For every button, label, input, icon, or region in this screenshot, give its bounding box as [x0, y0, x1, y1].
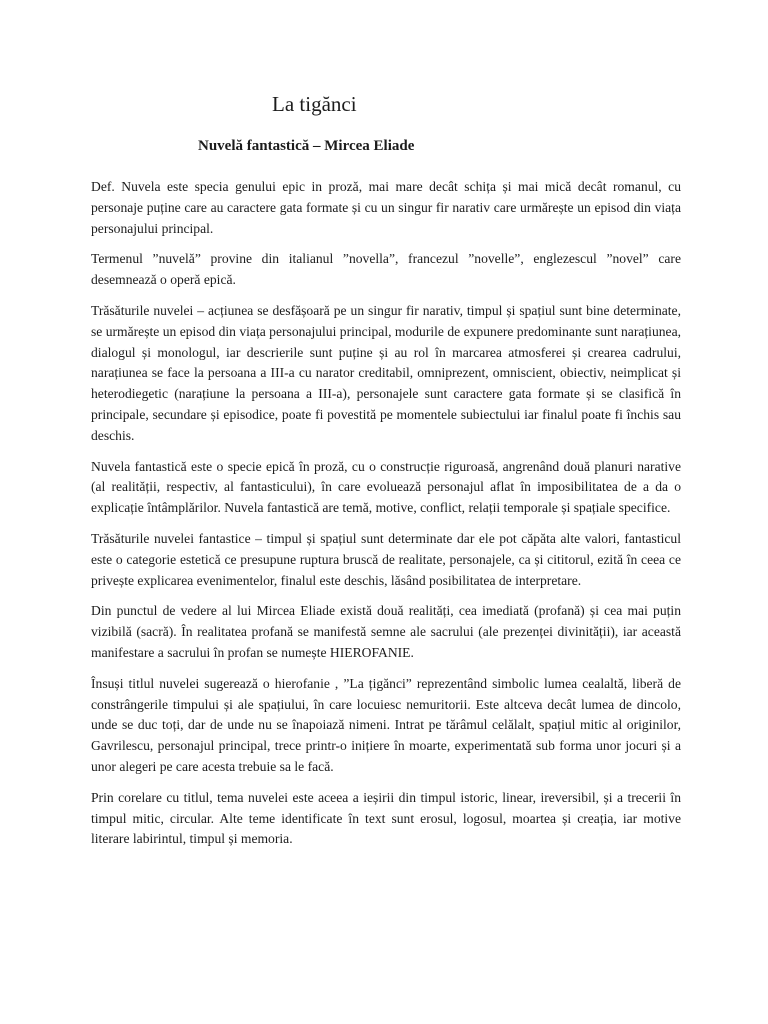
paragraph-title-hierophany: Însuși titlul nuvelei sugerează o hierofanie , ”La țigănci” reprezentând simbolic lumea cealaltă, liberă de constrângerile timpului și ale spațiului, în care locuiesc nemuritorii. Este altceva decât lumea de dincolo, unde se duc toți, dar de unde nu se înapoiază nimeni. Intrat pe tărâmul celălalt, spațiul mitic al originilor, Gavrilescu, personajul principal, trece printr-o inițiere în moarte, experimentată sub forma unor jocuri și a unor alegeri pe care acesta trebuie sa le facă. — [91, 675, 681, 774]
document-body — [91, 177, 681, 860]
paragraph-eliade-realities: Din punctul de vedere al lui Mircea Eliade există două realități, cea imediată (profană) și cea mai puțin vizibilă (sacră). În realitatea profană se manifestă semne ale sacrului (ale prezenței divinității), iar această manifestare a sacrului în profan se numește HIEROFANIE. — [91, 603, 681, 660]
paragraph-themes: Prin corelare cu titlul, tema nuvelei este aceea a ieșirii din timpul istoric, linear, ireversibil, și a trecerii în timpul mitic, circular. Alte teme identificate în text sunt erosul, logosul, moartea și creația, iar motive literare labirintul, timpul și memoria. — [91, 789, 681, 847]
document-subtitle: Nuvelă fantastică – Mircea Eliade — [198, 138, 415, 154]
paragraph-novella-traits: Trăsăturile nuvelei – acțiunea se desfășoară pe un singur fir narativ, timpul și spațiul sunt bine determinate, se urmărește un episod din viața personajului principal, modurile de expunere predominante sunt narațiunea, dialogul și monologul, iar descrierile sunt puține și au rol în marcarea atmosferei și crearea cadrului, narațiunea se face la persoana a III-a cu narator creditabil, omniprezent, omniscient, obiectiv, neimplicat și heterodiegetic (narațiune la persoana a III-a), personajele sunt caractere gata formate și se clasifică în principale, secundare și episodice, poate fi povestită pe momentele subiectului iar finalul poate fi închis sau deschis. — [91, 302, 682, 443]
paragraph-fantastic-definition: Nuvela fantastică este o specie epică în proză, cu o construcție riguroasă, angrenând două planuri narative (al realității, respectiv, al fantasticului), în care evoluează personajul aflat în imposibilitatea de a da o explicație întâmplărilor. Nuvela fantastică are temă, motive, conflict, relații temporale și spațiale specifice. — [91, 458, 681, 516]
paragraph-definition: Def. Nuvela este specia genului epic in proză, mai mare decât schița și mai mică decât romanul, cu personaje puține care au caractere gata formate și cu un singur fir narativ care urmărește un episod din viața personajului principal. — [91, 179, 681, 236]
document-title: La tigănci — [272, 92, 357, 116]
paragraph-fantastic-traits: Trăsăturile nuvelei fantastice – timpul și spațiul sunt determinate dar ele pot căpăta alte valori, fantasticul este o categorie estetică ce presupune ruptura bruscă de realitate, personajele, ca și cititorul, ezită în ceea ce privește explicarea evenimentelor, finalul este deschis, lăsând posibilitatea de interpretare. — [91, 530, 681, 588]
paragraph-etymology: Termenul ”nuvelă” provine din italianul ”novella”, francezul ”novelle”, englezescul ”novel” care desemnează o operă epică. — [91, 251, 681, 288]
